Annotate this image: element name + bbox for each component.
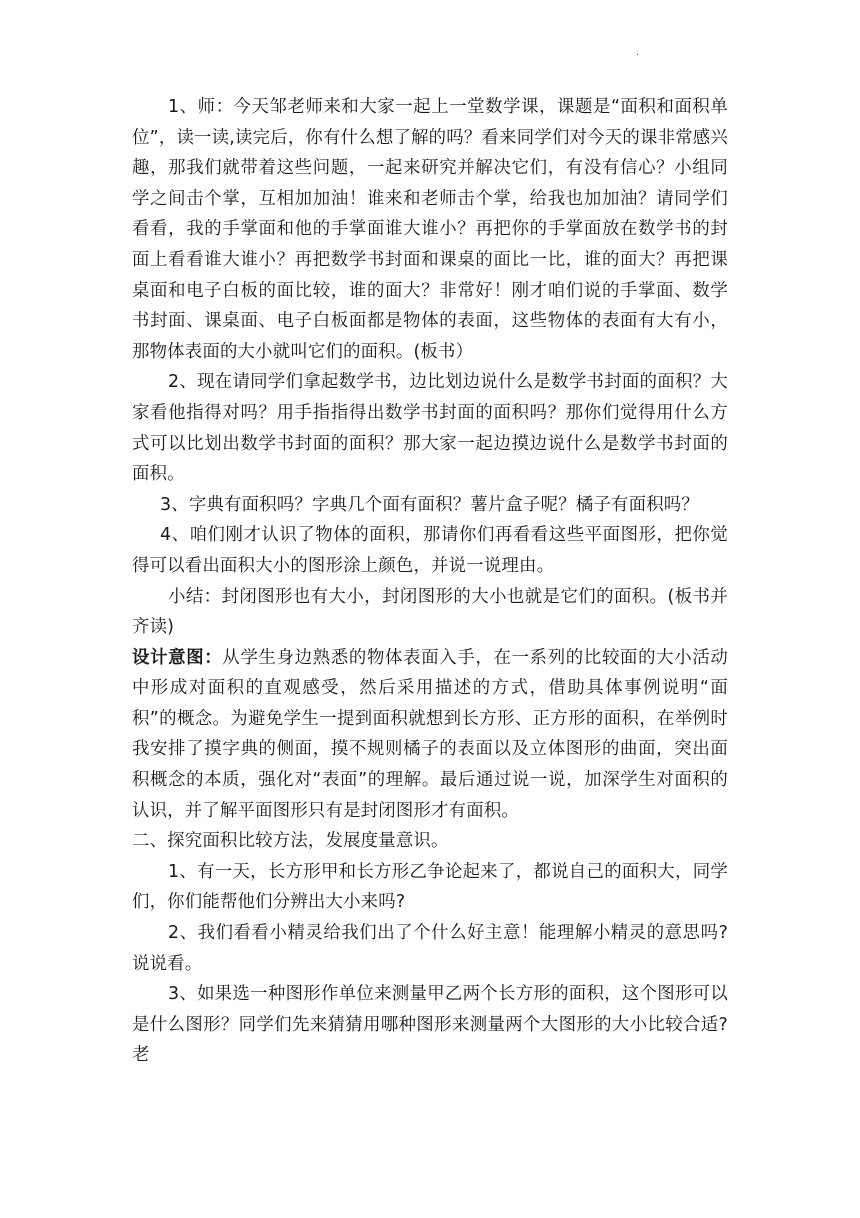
paragraph-10: 3、如果选一种图形作单位来测量甲乙两个长方形的面积，这个图形可以是什么图形？同学们先来猜猜用哪种图形来测量两个大图形的大小比较合适?老 bbox=[132, 984, 728, 1066]
design-intent-paragraph bbox=[132, 643, 728, 827]
design-intent-text: 从学生身边熟悉的物体表面入手，在一系列的比较面的大小活动中形成对面积的直观感受，然后采用描述的方式，借助具体事例说明“面积”的概念。为避免学生一提到面积就想到长方形、正方形的面积，在举例时我安排了摸字典的侧面，摸不规则橘子的表面以及立体图形的曲面，突出面积概念的本质，强化对“表面”的理解。最后通过说一说，加深学生对面积的认识，并了解平面图形只有是封闭图形才有面积。 bbox=[132, 647, 728, 821]
paragraph-3: 3、字典有面积吗？字典几个面有面积？薯片盒子呢？橘子有面积吗？ bbox=[160, 494, 699, 515]
design-intent-label: 设计意图： bbox=[132, 647, 223, 668]
document-body bbox=[132, 92, 728, 1071]
section-heading-2: 二、探究面积比较方法，发展度量意识。 bbox=[132, 831, 449, 852]
header-mark: · bbox=[636, 50, 640, 61]
paragraph-2: 2、现在请同学们拿起数学书，边比划边说什么是数学书封面的面积？大家看他指得对吗？用手指指得出数学书封面的面积吗？那你们觉得用什么方式可以比划出数学书封面的面积？那大家一起边摸边说什么是数学书封面的面积。 bbox=[132, 372, 728, 485]
paragraph-1: 1、师：今天邹老师来和大家一起上一堂数学课，课题是“面积和面积单位”，读一读,读完后，你有什么想了解的吗？看来同学们对今天的课非常感兴趣，那我们就带着这些问题，一起来研究并解决它们，有没有信心？小组同学之间击个掌，互相加加油！谁来和老师击个掌，给我也加加油？请同学们看看，我的手掌面和他的手掌面谁大谁小？再把你的手掌面放在数学书的封面上看看谁大谁小？再把数学书封面和课桌的面比一比，谁的面大？再把课桌面和电子白板的面比较，谁的面大？非常好！刚才咱们说的手掌面、数学书封面、课桌面、电子白板面都是物体的表面，这些物体的表面有大有小，那物体表面的大小就叫它们的面积。(板书） bbox=[132, 97, 728, 362]
summary-paragraph: 小结：封闭图形也有大小，封闭图形的大小也就是它们的面积。(板书并齐读) bbox=[132, 586, 728, 638]
paragraph-8: 1、有一天，长方形甲和长方形乙争论起来了，都说自己的面积大，同学们，你们能帮他们分辨出大小来吗? bbox=[132, 861, 728, 913]
paragraph-4: 4、咱们刚才认识了物体的面积，那请你们再看看这些平面图形，把你觉得可以看出面积大小的图形涂上颜色，并说一说理由。 bbox=[132, 525, 728, 576]
paragraph-9: 2、我们看看小精灵给我们出了个什么好主意！能理解小精灵的意思吗?说说看。 bbox=[132, 923, 728, 974]
